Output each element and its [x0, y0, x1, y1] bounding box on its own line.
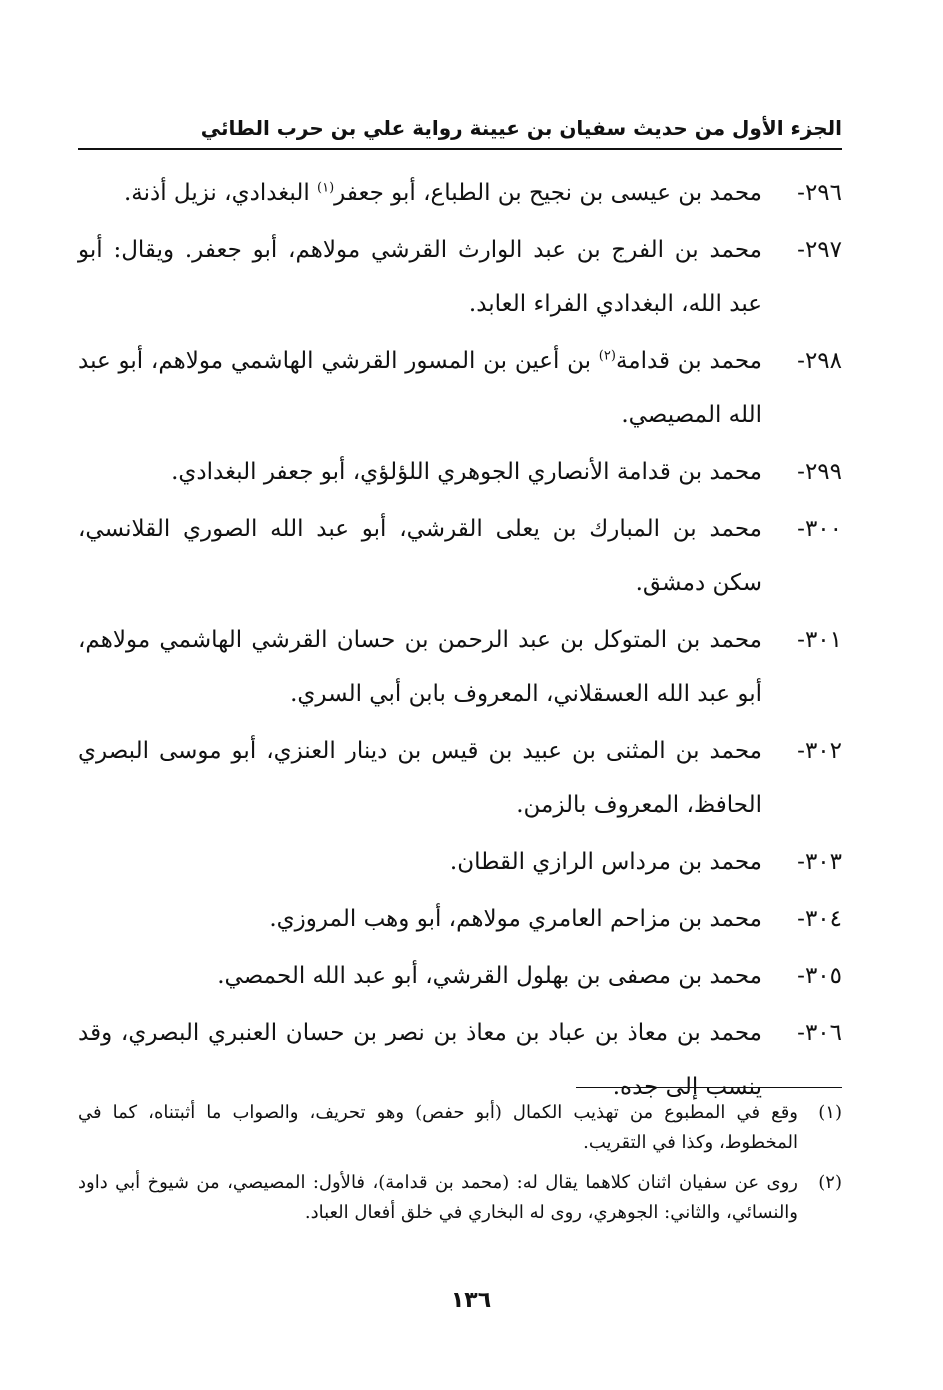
footnote-reference: (٢): [598, 348, 616, 364]
entry-number: ٢٩٩-: [797, 459, 842, 485]
footnote-marker: (٢): [818, 1172, 842, 1193]
running-header-title: الجزء الأول من حديث سفيان بن عيينة رواية علي بن حرب الطائي: [200, 116, 842, 140]
entry-number: ٣٠٦-: [797, 1020, 842, 1046]
entry-text: محمد بن معاذ بن عباد بن معاذ بن نصر بن حسان العنبري البصري، وقد ينسب إلى جده.: [78, 1020, 762, 1100]
entry-number: ٢٩٦-: [797, 180, 842, 206]
entry-text-part: البغدادي، نزيل أذنة.: [123, 180, 318, 206]
entry-text: [78, 166, 762, 220]
entry-number: ٢٩٧-: [797, 237, 842, 263]
entry-303: [78, 835, 842, 889]
footnote-1: [78, 1098, 842, 1158]
entries-list: [78, 166, 842, 1117]
entry-text-part: محمد بن عيسى بن نجيح بن الطباع، أبو جعفر: [334, 180, 762, 206]
footnote-text: وقع في المطبوع من تهذيب الكمال (أبو حفص) وهو تحريف، والصواب ما أثبتناه، كما في المخطوط، وكذا في التقريب.: [78, 1102, 798, 1153]
entry-number: ٣٠٢-: [797, 738, 842, 764]
footnote-text: روى عن سفيان اثنان كلاهما يقال له: (محمد بن قدامة)، فالأول: المصيصي، من شيوخ أبي داود والنسائي، والثاني: الجوهري، روى له البخاري في خلق أفعال العباد.: [78, 1172, 798, 1223]
entry-number: ٢٩٨-: [797, 348, 842, 374]
entry-text: [78, 334, 762, 442]
footnote-separator: [576, 1087, 842, 1088]
entry-300: [78, 502, 842, 610]
footnote-reference: (١): [317, 180, 335, 196]
entry-text: محمد بن قدامة الأنصاري الجوهري اللؤلؤي، أبو جعفر البغدادي.: [171, 459, 762, 485]
entry-304: [78, 892, 842, 946]
entry-number: ٣٠١-: [797, 627, 842, 653]
entry-298: [78, 334, 842, 442]
entry-301: [78, 613, 842, 721]
entry-text: محمد بن مصفى بن بهلول القرشي، أبو عبد الله الحمصي.: [217, 963, 762, 989]
footnote-2: [78, 1168, 842, 1228]
entry-text: محمد بن المتوكل بن عبد الرحمن بن حسان القرشي الهاشمي مولاهم، أبو عبد الله العسقلاني، المعروف بابن أبي السري.: [78, 627, 762, 707]
entry-number: ٣٠٠-: [797, 516, 842, 542]
entry-305: [78, 949, 842, 1003]
entry-text: محمد بن المبارك بن يعلى القرشي، أبو عبد الله الصوري القلانسي، سكن دمشق.: [78, 516, 762, 596]
entry-302: [78, 724, 842, 832]
entry-text-part: بن أعين بن المسور القرشي الهاشمي مولاهم، أبو عبد الله المصيصي.: [78, 348, 762, 428]
entry-296: [78, 166, 842, 220]
entry-number: ٣٠٤-: [797, 906, 842, 932]
entry-text: محمد بن الفرج بن عبد الوارث القرشي مولاهم، أبو جعفر. ويقال: أبو عبد الله، البغدادي الفراء العابد.: [78, 237, 762, 317]
entry-text: محمد بن مزاحم العامري مولاهم، أبو وهب المروزي.: [269, 906, 762, 932]
page-number: ١٣٦: [450, 1288, 492, 1313]
header-rule: [78, 148, 842, 150]
entry-number: ٣٠٣-: [797, 849, 842, 875]
footnote-marker: (١): [818, 1102, 842, 1123]
entry-number: ٣٠٥-: [797, 963, 842, 989]
entry-297: [78, 223, 842, 331]
entry-text: محمد بن مرداس الرازي القطان.: [449, 849, 762, 875]
entry-text: محمد بن المثنى بن عبيد بن قيس بن دينار العنزي، أبو موسى البصري الحافظ، المعروف بالزمن.: [78, 738, 762, 818]
entry-299: [78, 445, 842, 499]
entry-text-part: محمد بن قدامة: [615, 348, 762, 374]
footnotes-list: [78, 1098, 842, 1238]
